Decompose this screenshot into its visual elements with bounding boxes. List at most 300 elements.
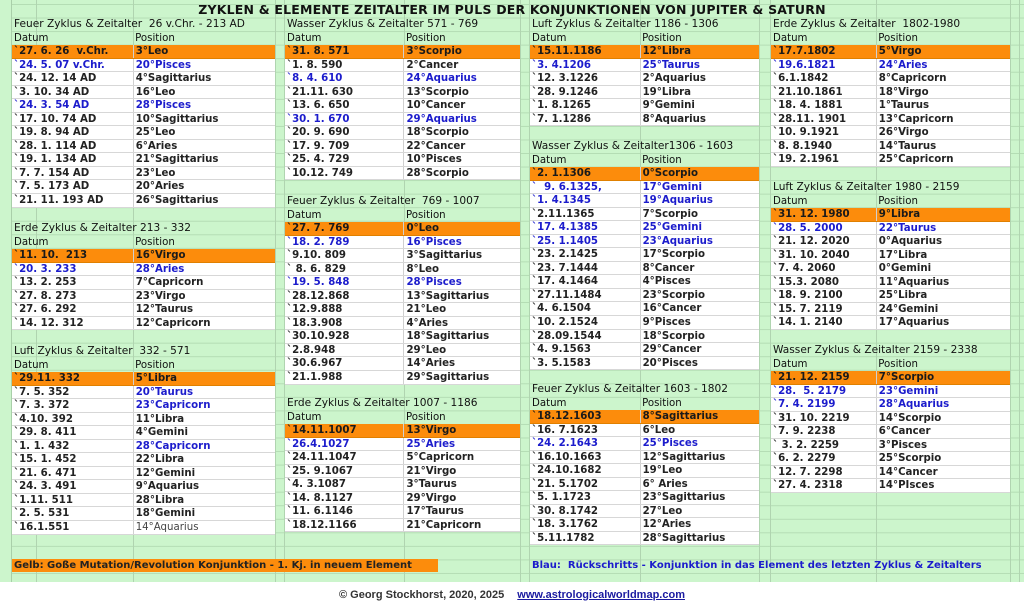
conjunction-row bbox=[12, 113, 275, 127]
position-cell: 23°Capricorn bbox=[135, 400, 211, 412]
position-cell: 28°Pisces bbox=[406, 277, 462, 289]
column-header-row bbox=[530, 397, 759, 411]
position-cell: 18°Scorpio bbox=[406, 127, 469, 139]
date-cell: `10.12. 749 bbox=[285, 167, 404, 180]
conjunction-row bbox=[530, 302, 759, 316]
website-link[interactable]: www.astrologicalworldmap.com bbox=[517, 589, 685, 601]
position-cell: 10°Pisces bbox=[406, 154, 462, 166]
conjunction-row bbox=[12, 494, 275, 508]
position-cell: 5°Libra bbox=[135, 373, 178, 384]
date-cell: `18.12.1603 bbox=[530, 410, 641, 423]
position-cell: 13°Virgo bbox=[406, 425, 457, 436]
conjunction-row bbox=[285, 344, 520, 358]
cycle-block bbox=[285, 18, 520, 180]
cycle-block bbox=[530, 18, 759, 126]
date-column-header: Datum bbox=[532, 154, 567, 166]
date-cell: `16.1.551 bbox=[12, 521, 134, 534]
grid-line bbox=[759, 0, 760, 582]
conjunction-row bbox=[285, 72, 520, 86]
conjunction-row bbox=[285, 263, 520, 277]
position-cell: 11°Aquarius bbox=[878, 276, 950, 288]
date-cell: `24. 2.1643 bbox=[530, 437, 641, 450]
position-cell: 23°Gemini bbox=[878, 385, 939, 397]
date-cell: `23. 7.1444 bbox=[530, 262, 641, 275]
date-column-header: Datum bbox=[287, 411, 322, 423]
conjunction-row bbox=[771, 249, 1010, 263]
position-cell: 28°Scorpio bbox=[406, 167, 469, 179]
position-cell: 23°Virgo bbox=[135, 290, 186, 302]
position-cell: 6°Cancer bbox=[878, 426, 931, 438]
position-cell: 23°Sagittarius bbox=[642, 492, 726, 504]
column-header-row bbox=[530, 154, 759, 168]
position-cell: 14°Aquarius bbox=[135, 522, 199, 534]
date-column-header: Datum bbox=[14, 32, 49, 44]
conjunction-row bbox=[530, 235, 759, 249]
position-cell: 25°Gemini bbox=[642, 222, 702, 234]
date-cell: `28. 5. 2179 bbox=[771, 385, 877, 398]
conjunction-row bbox=[771, 262, 1010, 276]
date-cell: `7. 1.1286 bbox=[530, 113, 641, 126]
position-cell: 17°Taurus bbox=[406, 506, 464, 518]
conjunction-row bbox=[12, 140, 275, 154]
position-cell: 21°Capricorn bbox=[406, 519, 482, 531]
position-cell: 27°Leo bbox=[642, 505, 683, 517]
date-cell: `4. 3.1087 bbox=[285, 478, 404, 491]
grid-line bbox=[520, 0, 521, 582]
conjunction-row bbox=[771, 466, 1010, 480]
conjunction-row bbox=[771, 222, 1010, 236]
date-cell: `7. 7. 154 AD bbox=[12, 167, 134, 180]
conjunction-row bbox=[530, 99, 759, 113]
position-cell: 19°Libra bbox=[642, 86, 692, 98]
conjunction-row bbox=[530, 437, 759, 451]
date-cell: `10. 2.1524 bbox=[530, 316, 641, 329]
conjunction-row bbox=[12, 290, 275, 304]
conjunction-row bbox=[285, 465, 520, 479]
date-cell: `17. 4.1464 bbox=[530, 275, 641, 288]
position-column-header: Position bbox=[135, 359, 175, 371]
date-cell: `4. 9.1563 bbox=[530, 343, 641, 356]
date-cell: `14.11.1007 bbox=[285, 424, 404, 437]
position-cell: 7°Scorpio bbox=[642, 208, 698, 220]
date-cell: `1. 1. 432 bbox=[12, 440, 134, 453]
conjunction-row bbox=[12, 440, 275, 454]
date-cell: `13. 6. 650 bbox=[285, 99, 404, 112]
conjunction-row bbox=[12, 86, 275, 100]
position-cell: 12°Aries bbox=[642, 519, 692, 531]
date-cell: `14. 12. 312 bbox=[12, 317, 134, 330]
date-cell: ` 9. 6.1325, bbox=[530, 181, 641, 194]
position-cell: 6° Aries bbox=[642, 478, 688, 490]
date-cell: `14. 8.1127 bbox=[285, 492, 404, 505]
conjunction-row bbox=[285, 505, 520, 519]
conjunction-row bbox=[12, 276, 275, 290]
conjunction-row bbox=[12, 317, 275, 331]
date-cell: `17. 4.1385 bbox=[530, 221, 641, 234]
date-cell: `3. 4.1206 bbox=[530, 59, 641, 72]
date-cell: `8. 8.1940 bbox=[771, 140, 877, 153]
conjunction-row bbox=[530, 478, 759, 492]
position-cell: 8°Cancer bbox=[642, 262, 695, 274]
cycle-heading: Feuer Zyklus & Zeitalter 26 v.Chr. - 213 AD bbox=[14, 18, 245, 30]
conjunction-row bbox=[12, 249, 275, 263]
position-cell: 28°Capricorn bbox=[135, 440, 211, 452]
position-cell: 29°Cancer bbox=[642, 344, 702, 356]
conjunction-row bbox=[12, 507, 275, 521]
row-header-strip bbox=[0, 0, 12, 582]
conjunction-row bbox=[285, 371, 520, 385]
position-cell: 22°Taurus bbox=[878, 222, 937, 234]
conjunction-row bbox=[771, 303, 1010, 317]
cycle-block bbox=[285, 195, 520, 385]
conjunction-row bbox=[12, 167, 275, 181]
date-column-header: Datum bbox=[14, 236, 49, 248]
position-column-header: Position bbox=[878, 358, 918, 370]
date-cell: `2. 5. 531 bbox=[12, 507, 134, 520]
date-cell: `21.10.1861 bbox=[771, 86, 877, 99]
date-column-header: Datum bbox=[773, 358, 808, 370]
column-header-row bbox=[285, 411, 520, 425]
date-cell: `18. 9. 2100 bbox=[771, 289, 877, 302]
position-cell: 0°Scorpio bbox=[642, 168, 698, 179]
date-cell: `14. 1. 2140 bbox=[771, 316, 877, 329]
cycle-block bbox=[771, 18, 1010, 167]
date-cell: `7. 4. 2060 bbox=[771, 262, 877, 275]
conjunction-row bbox=[771, 99, 1010, 113]
conjunction-row bbox=[12, 453, 275, 467]
position-cell: 3°Pisces bbox=[878, 439, 928, 451]
position-column-header: Position bbox=[878, 32, 918, 44]
date-cell: `24. 5. 07 v.Chr. bbox=[12, 59, 134, 72]
position-cell: 8°Sagittarius bbox=[642, 411, 719, 422]
date-cell: `31. 10. 2040 bbox=[771, 249, 877, 262]
position-cell: 25°Aries bbox=[406, 438, 456, 450]
position-cell: 14°Aries bbox=[406, 358, 456, 370]
conjunction-row bbox=[285, 330, 520, 344]
cycle-block bbox=[771, 181, 1010, 330]
conjunction-row bbox=[285, 317, 520, 331]
date-column-header: Datum bbox=[287, 209, 322, 221]
position-cell: 19°Aquarius bbox=[642, 195, 714, 207]
position-cell: 12°Taurus bbox=[135, 304, 194, 316]
position-cell: 29°Sagittarius bbox=[406, 372, 490, 384]
date-cell: `21. 11. 193 AD bbox=[12, 194, 134, 207]
date-cell: `6. 2. 2279 bbox=[771, 452, 877, 465]
date-cell: `19. 2.1961 bbox=[771, 153, 877, 166]
date-cell: `5. 1.1723 bbox=[530, 491, 641, 504]
conjunction-row bbox=[530, 316, 759, 330]
date-cell: `7. 5. 173 AD bbox=[12, 180, 134, 193]
position-column-header: Position bbox=[405, 32, 446, 44]
copyright-text: © Georg Stockhorst, 2020, 2025 bbox=[339, 589, 505, 601]
conjunction-row bbox=[530, 86, 759, 100]
conjunction-row bbox=[12, 399, 275, 413]
position-cell: 9°Aquarius bbox=[135, 481, 200, 493]
conjunction-row bbox=[12, 126, 275, 140]
date-cell: `20. 3. 233 bbox=[12, 263, 134, 276]
position-cell: 6°Leo bbox=[642, 424, 676, 436]
position-cell: 17°Scorpio bbox=[642, 249, 706, 261]
date-cell: `21. 6. 471 bbox=[12, 467, 134, 480]
position-cell: 4°Pisces bbox=[642, 276, 691, 288]
date-cell: `30. 8.1742 bbox=[530, 505, 641, 518]
cycle-block bbox=[530, 140, 759, 370]
date-cell: `28.09.1544 bbox=[530, 330, 641, 343]
date-cell: `2. 1.1306 bbox=[530, 167, 641, 180]
cycle-heading: Luft Zyklus & Zeitalter 332 - 571 bbox=[14, 345, 191, 357]
date-cell: `12. 3.1226 bbox=[530, 72, 641, 85]
date-cell: `21. 5.1702 bbox=[530, 478, 641, 491]
date-column-header: Datum bbox=[287, 32, 322, 44]
date-cell: `31. 12. 1980 bbox=[771, 208, 877, 221]
column-header-row bbox=[285, 32, 520, 46]
conjunction-row bbox=[285, 249, 520, 263]
position-cell: 14°PIsces bbox=[878, 480, 935, 492]
conjunction-row bbox=[771, 316, 1010, 330]
position-cell: 25°Capricorn bbox=[878, 154, 954, 166]
column-header-row bbox=[12, 359, 275, 373]
conjunction-row bbox=[12, 521, 275, 535]
conjunction-row bbox=[530, 248, 759, 262]
position-cell: 8°Aquarius bbox=[642, 113, 706, 125]
cycle-block bbox=[12, 222, 275, 330]
conjunction-row bbox=[285, 126, 520, 140]
conjunction-row bbox=[285, 290, 520, 304]
conjunction-row bbox=[285, 113, 520, 127]
date-cell: `21. 12. 2159 bbox=[771, 371, 877, 384]
position-cell: 20°Taurus bbox=[135, 386, 194, 398]
conjunction-row bbox=[771, 276, 1010, 290]
date-cell: `7. 3. 372 bbox=[12, 399, 134, 412]
date-cell: `13. 2. 253 bbox=[12, 276, 134, 289]
date-cell: `12. 7. 2298 bbox=[771, 466, 877, 479]
conjunction-row bbox=[12, 45, 275, 59]
conjunction-row bbox=[12, 180, 275, 194]
date-cell: `24. 12. 14 AD bbox=[12, 72, 134, 85]
column-header-row bbox=[530, 32, 759, 46]
position-cell: 28°Sagittarius bbox=[642, 532, 726, 544]
position-cell: 25°Leo bbox=[135, 127, 176, 139]
position-cell: 3°Taurus bbox=[406, 479, 457, 491]
conjunction-row bbox=[285, 478, 520, 492]
position-cell: 9°Pisces bbox=[642, 317, 691, 329]
position-column-header: Position bbox=[642, 397, 682, 409]
date-cell: `15.11.1186 bbox=[530, 45, 641, 58]
date-cell: `26.4.1027 bbox=[285, 438, 404, 451]
date-cell: `20. 9. 690 bbox=[285, 126, 404, 139]
conjunction-row bbox=[530, 451, 759, 465]
conjunction-row bbox=[285, 86, 520, 100]
date-cell: `18. 4. 1881 bbox=[771, 99, 877, 112]
column-header-row bbox=[285, 209, 520, 223]
position-cell: 21°Leo bbox=[406, 304, 447, 316]
conjunction-row bbox=[285, 45, 520, 59]
date-cell: `17.7.1802 bbox=[771, 45, 877, 58]
date-cell: `18. 3.1762 bbox=[530, 518, 641, 531]
position-cell: 18°Sagittarius bbox=[406, 331, 490, 343]
date-cell: `1. 8.1265 bbox=[530, 99, 641, 112]
conjunction-row bbox=[530, 330, 759, 344]
conjunction-row bbox=[285, 424, 520, 438]
conjunction-row bbox=[771, 385, 1010, 399]
date-cell: `1.11. 511 bbox=[12, 494, 134, 507]
column-header-row bbox=[771, 195, 1010, 209]
date-cell: `30.6.967 bbox=[285, 357, 404, 370]
date-cell: `16.10.1663 bbox=[530, 451, 641, 464]
position-cell: 23°Aquarius bbox=[642, 235, 714, 247]
position-cell: 9°Gemini bbox=[642, 100, 695, 112]
conjunction-row bbox=[771, 425, 1010, 439]
position-column-header: Position bbox=[135, 32, 175, 44]
conjunction-row bbox=[12, 194, 275, 208]
conjunction-row bbox=[285, 303, 520, 317]
position-cell: 28°Pisces bbox=[135, 100, 192, 112]
position-cell: 29°Leo bbox=[406, 344, 447, 356]
position-cell: 17°Gemini bbox=[642, 181, 702, 193]
date-cell: `1. 4.1345 bbox=[530, 194, 641, 207]
cycle-block bbox=[530, 383, 759, 545]
date-cell: `21.11. 630 bbox=[285, 86, 404, 99]
date-cell: `24.10.1682 bbox=[530, 464, 641, 477]
date-cell: `9.10. 809 bbox=[285, 249, 404, 262]
conjunction-row bbox=[530, 194, 759, 208]
position-cell: 5°Virgo bbox=[878, 46, 922, 57]
conjunction-row bbox=[771, 153, 1010, 167]
conjunction-row bbox=[12, 303, 275, 317]
position-cell: 3°Leo bbox=[135, 46, 169, 57]
position-cell: 25°Libra bbox=[878, 290, 928, 302]
position-cell: 3°Sagittarius bbox=[406, 250, 483, 262]
column-header-row bbox=[771, 358, 1010, 372]
cycle-heading: Feuer Zyklus & Zeitalter 1603 - 1802 bbox=[532, 383, 728, 395]
date-cell: `2.8.948 bbox=[285, 344, 404, 357]
conjunction-row bbox=[530, 262, 759, 276]
date-cell: `3. 10. 34 AD bbox=[12, 86, 134, 99]
conjunction-row bbox=[771, 452, 1010, 466]
position-cell: 2°Cancer bbox=[406, 59, 459, 71]
conjunction-row bbox=[530, 59, 759, 73]
conjunction-row bbox=[530, 518, 759, 532]
conjunction-row bbox=[12, 413, 275, 427]
date-cell: `30. 1. 670 bbox=[285, 113, 404, 126]
position-cell: 14°Scorpio bbox=[878, 412, 942, 424]
position-cell: 12°Gemini bbox=[135, 467, 196, 479]
date-cell: `19. 8. 94 AD bbox=[12, 126, 134, 139]
conjunction-row bbox=[771, 398, 1010, 412]
conjunction-row bbox=[530, 275, 759, 289]
position-cell: 25°Taurus bbox=[642, 59, 700, 71]
date-column-header: Datum bbox=[773, 195, 808, 207]
conjunction-row bbox=[530, 491, 759, 505]
date-cell: `4. 6.1504 bbox=[530, 302, 641, 315]
cycle-heading: Erde Zyklus & Zeitalter 1802-1980 bbox=[773, 18, 961, 30]
position-cell: 8°Leo bbox=[406, 263, 440, 275]
grid-line bbox=[275, 0, 276, 582]
legend-mutation: Gelb: Goße Mutation/Revolution Konjunktion - 1. Kj. in neuem Element bbox=[12, 559, 438, 572]
position-cell: 25°Scorpio bbox=[878, 453, 942, 465]
position-cell: 12°Libra bbox=[642, 46, 692, 57]
date-cell: `3. 5.1583 bbox=[530, 357, 641, 370]
date-cell: `29.11. 332 bbox=[12, 372, 134, 385]
conjunction-row bbox=[530, 181, 759, 195]
position-cell: 3°Scorpio bbox=[406, 46, 462, 57]
date-cell: `27. 6. 26 v.Chr. bbox=[12, 45, 134, 58]
cycle-heading: Luft Zyklus & Zeitalter 1186 - 1306 bbox=[532, 18, 719, 30]
position-cell: 13°Sagittarius bbox=[406, 290, 490, 302]
position-cell: 20°Aries bbox=[135, 181, 185, 193]
position-cell: 4°Sagittarius bbox=[135, 73, 212, 85]
conjunction-row bbox=[530, 208, 759, 222]
cycle-block bbox=[12, 18, 275, 208]
conjunction-row bbox=[771, 412, 1010, 426]
position-cell: 1°Taurus bbox=[878, 100, 930, 112]
position-cell: 0°Gemini bbox=[878, 263, 932, 275]
conjunction-row bbox=[530, 424, 759, 438]
date-cell: `21. 12. 2020 bbox=[771, 235, 877, 248]
position-cell: 16°Virgo bbox=[135, 250, 186, 261]
conjunction-row bbox=[530, 221, 759, 235]
cycle-block bbox=[12, 345, 275, 535]
date-cell: `31. 8. 571 bbox=[285, 45, 404, 58]
position-cell: 8°Capricorn bbox=[878, 73, 947, 85]
conjunction-row bbox=[285, 438, 520, 452]
position-column-header: Position bbox=[642, 32, 682, 44]
position-cell: 24°Aquarius bbox=[406, 73, 477, 85]
conjunction-row bbox=[771, 59, 1010, 73]
page-title: ZYKLEN & ELEMENTE ZEITALTER IM PULS DER KONJUNKTIONEN VON JUPITER & SATURN bbox=[198, 2, 826, 17]
date-column-header: Datum bbox=[14, 359, 49, 371]
date-column-header: Datum bbox=[532, 397, 567, 409]
date-cell: `18. 2. 789 bbox=[285, 236, 404, 249]
conjunction-row bbox=[771, 371, 1010, 385]
date-cell: `18.3.908 bbox=[285, 317, 404, 330]
date-cell: `27. 7. 769 bbox=[285, 222, 404, 235]
conjunction-row bbox=[285, 99, 520, 113]
date-cell: `4.10. 392 bbox=[12, 413, 134, 426]
conjunction-row bbox=[285, 140, 520, 154]
conjunction-row bbox=[530, 410, 759, 424]
conjunction-row bbox=[12, 59, 275, 73]
position-column-header: Position bbox=[642, 154, 682, 166]
position-cell: 12°Capricorn bbox=[135, 317, 211, 329]
conjunction-row bbox=[12, 372, 275, 386]
conjunction-row bbox=[285, 167, 520, 181]
date-cell: `28.12.868 bbox=[285, 290, 404, 303]
position-cell: 9°Libra bbox=[878, 209, 921, 220]
date-cell: `19. 5. 848 bbox=[285, 276, 404, 289]
conjunction-row bbox=[530, 72, 759, 86]
date-cell: `25. 9.1067 bbox=[285, 465, 404, 478]
position-cell: 0°Leo bbox=[406, 223, 440, 234]
conjunction-row bbox=[12, 480, 275, 494]
conjunction-row bbox=[12, 426, 275, 440]
date-cell: `24. 3. 54 AD bbox=[12, 99, 134, 112]
position-cell: 21°Virgo bbox=[406, 465, 457, 477]
position-cell: 29°Aquarius bbox=[406, 113, 477, 125]
conjunction-row bbox=[530, 343, 759, 357]
position-cell: 4°Aries bbox=[406, 317, 449, 329]
date-cell: `12.9.888 bbox=[285, 303, 404, 316]
cycle-heading: Erde Zyklus & Zeitalter 1007 - 1186 bbox=[287, 397, 478, 409]
cycle-heading: Wasser Zyklus & Zeitalter1306 - 1603 bbox=[532, 140, 734, 152]
date-column-header: Datum bbox=[773, 32, 808, 44]
position-cell: 25°Pisces bbox=[642, 438, 698, 450]
date-cell: `17. 10. 74 AD bbox=[12, 113, 134, 126]
grid-line bbox=[1010, 0, 1011, 582]
conjunction-row bbox=[285, 357, 520, 371]
conjunction-row bbox=[530, 167, 759, 181]
position-column-header: Position bbox=[135, 236, 175, 248]
